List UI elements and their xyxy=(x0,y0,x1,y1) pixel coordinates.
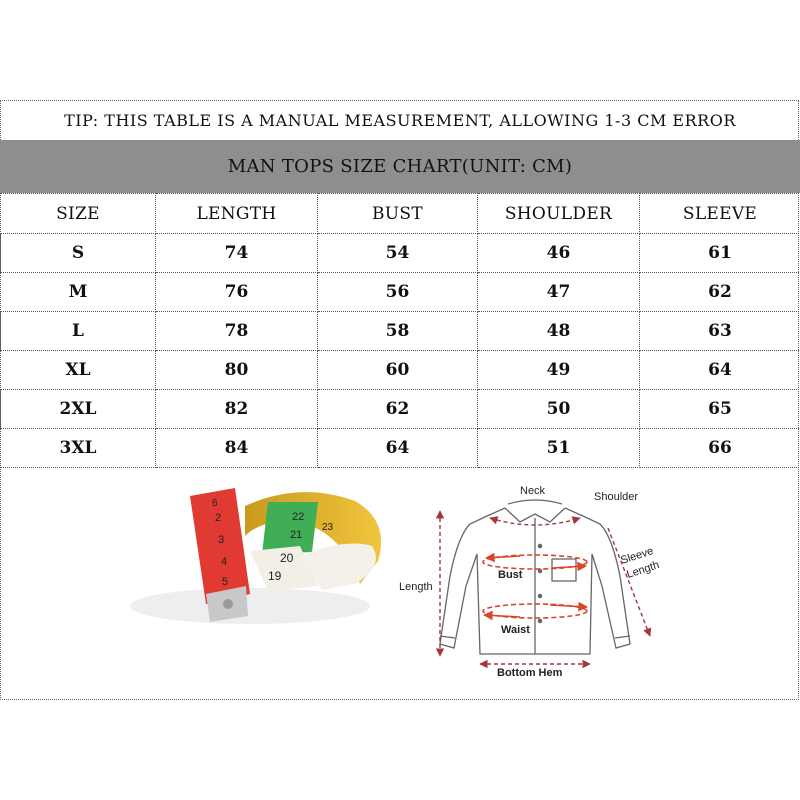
chart-title: MAN TOPS SIZE CHART(UNIT: CM) xyxy=(0,140,800,193)
illustration-area xyxy=(0,466,800,700)
cell-length: 84 xyxy=(156,429,318,468)
label-sleeve-length: Length xyxy=(625,559,661,581)
label-bust: Bust xyxy=(498,569,523,581)
cell-size: S xyxy=(1,234,156,273)
tape-number: 4 xyxy=(221,556,228,568)
cell-bust: 62 xyxy=(318,390,478,429)
tape-number: 5 xyxy=(222,576,229,588)
cell-length: 76 xyxy=(156,273,318,312)
table-row xyxy=(1,390,800,429)
table-row xyxy=(1,234,800,273)
cell-sleeve: 63 xyxy=(640,312,800,351)
tape-measure-picture xyxy=(130,488,381,624)
cell-size: 3XL xyxy=(1,429,156,468)
cell-bust: 56 xyxy=(318,273,478,312)
tape-number: 19 xyxy=(268,569,282,583)
table-row xyxy=(1,429,800,468)
cell-length: 80 xyxy=(156,351,318,390)
cell-sleeve: 61 xyxy=(640,234,800,273)
cell-size: L xyxy=(1,312,156,351)
label-length: Length xyxy=(399,581,433,593)
tape-number: 21 xyxy=(290,529,303,541)
header-size: SIZE xyxy=(1,194,156,234)
cell-sleeve: 62 xyxy=(640,273,800,312)
measure-lines xyxy=(440,511,650,664)
cell-size: 2XL xyxy=(1,390,156,429)
table-row xyxy=(1,351,800,390)
cell-bust: 64 xyxy=(318,429,478,468)
tip-text: TIP: THIS TABLE IS A MANUAL MEASUREMENT, ALLOWING 1-3 CM ERROR xyxy=(64,110,736,130)
label-waist: Waist xyxy=(501,624,530,636)
tape-number: 23 xyxy=(322,522,334,533)
header-bust: BUST xyxy=(318,194,478,234)
header-sleeve: SLEEVE xyxy=(640,194,800,234)
cell-shoulder: 46 xyxy=(478,234,640,273)
tape-number: 3 xyxy=(218,534,225,546)
cell-bust: 58 xyxy=(318,312,478,351)
cell-bust: 60 xyxy=(318,351,478,390)
cell-shoulder: 51 xyxy=(478,429,640,468)
cell-size: M xyxy=(1,273,156,312)
label-bottom-hem: Bottom Hem xyxy=(497,667,563,679)
cell-sleeve: 66 xyxy=(640,429,800,468)
cell-shoulder: 50 xyxy=(478,390,640,429)
table-row xyxy=(1,273,800,312)
label-neck: Neck xyxy=(520,485,546,497)
header-shoulder: SHOULDER xyxy=(478,194,640,234)
cell-shoulder: 49 xyxy=(478,351,640,390)
tape-number: 6 xyxy=(212,498,218,509)
size-table xyxy=(0,193,800,468)
label-shoulder: Shoulder xyxy=(594,491,639,503)
cell-length: 78 xyxy=(156,312,318,351)
cell-shoulder: 48 xyxy=(478,312,640,351)
tape-number: 20 xyxy=(280,551,294,565)
cell-size: XL xyxy=(1,351,156,390)
cell-shoulder: 47 xyxy=(478,273,640,312)
label-sleeve: Sleeve xyxy=(619,545,655,567)
cell-sleeve: 65 xyxy=(640,390,800,429)
tape-number: 22 xyxy=(292,511,305,523)
header-length: LENGTH xyxy=(156,194,318,234)
shirt-diagram xyxy=(440,500,630,654)
cell-sleeve: 64 xyxy=(640,351,800,390)
table-row xyxy=(1,312,800,351)
cell-length: 74 xyxy=(156,234,318,273)
table-header-row xyxy=(1,194,800,234)
cell-length: 82 xyxy=(156,390,318,429)
cell-bust: 54 xyxy=(318,234,478,273)
tape-number: 2 xyxy=(215,512,222,524)
